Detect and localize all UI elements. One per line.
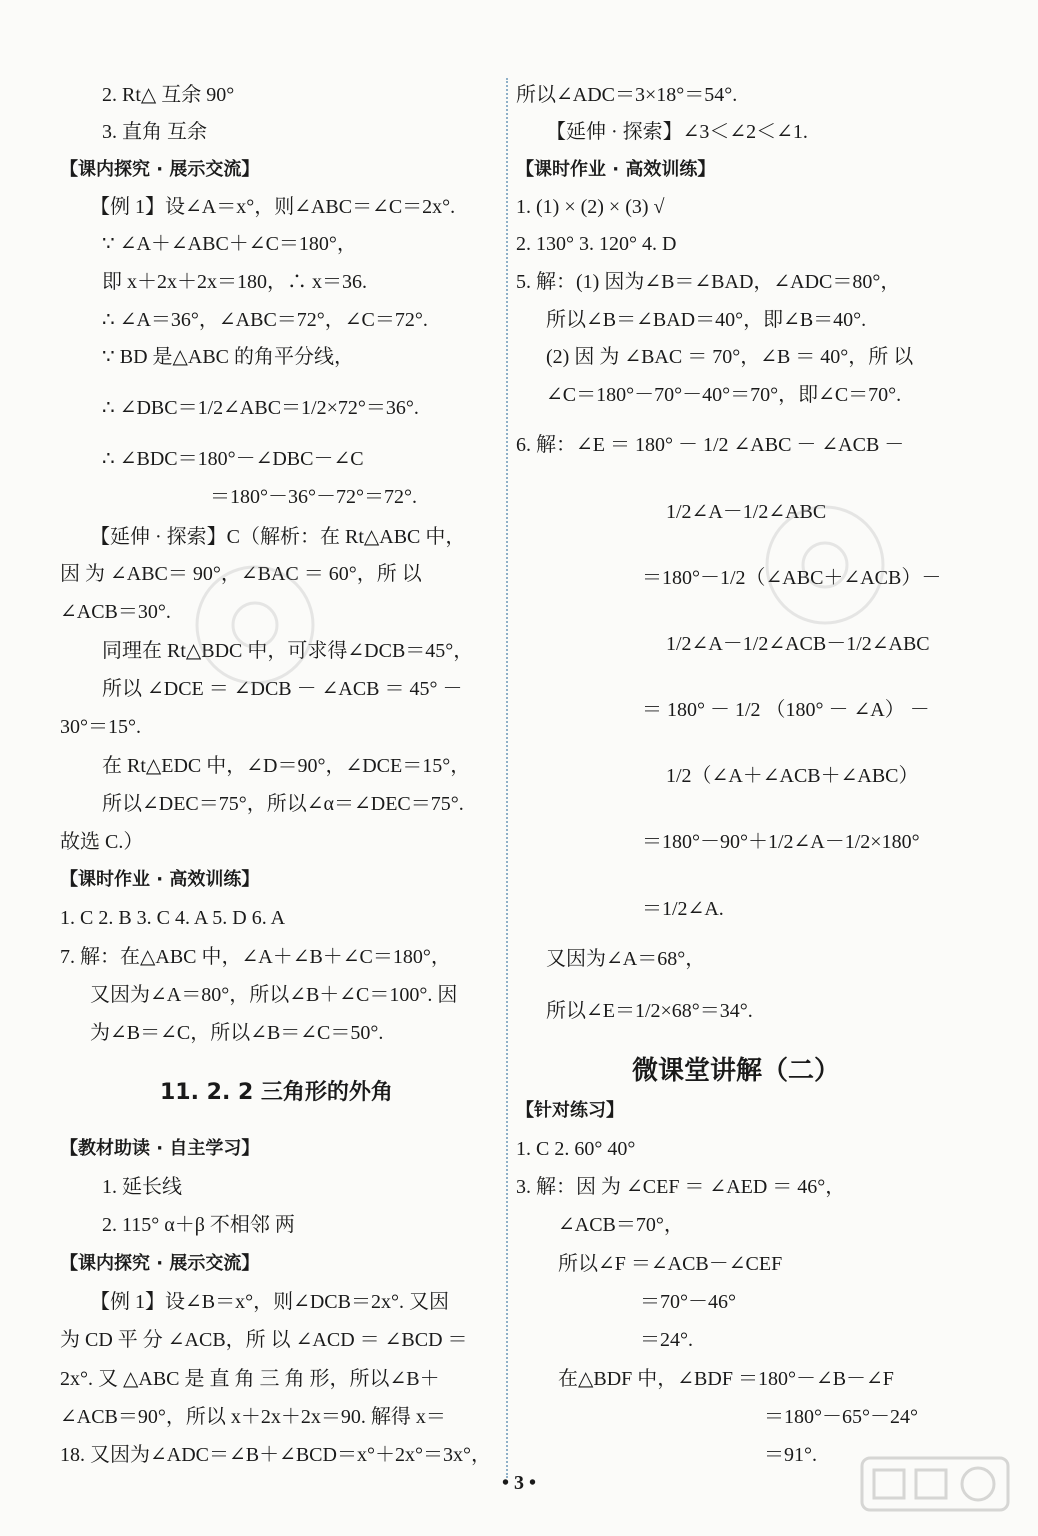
text-line: 故选 C.）: [60, 831, 144, 853]
text-line: ＝1/2∠A.: [642, 898, 724, 920]
text-line: 【例 1】设∠A＝x°，则∠ABC＝∠C＝2x°.: [90, 196, 456, 218]
section-heading: 【课内探究 · 展示交流】: [60, 159, 260, 180]
watermark-logo-icon: [860, 1454, 1010, 1514]
text-line: 3. 直角 互余: [102, 121, 207, 143]
text-line: 同理在 Rt△BDC 中，可求得∠DCB＝45°，: [102, 640, 474, 662]
text-line: 即 x＋2x＋2x＝180，∴ x＝36.: [102, 271, 367, 293]
section-title: 微课堂讲解（二）: [632, 1056, 841, 1086]
text-line: ∠C＝180°－70°－40°＝70°，即∠C＝70°.: [546, 384, 902, 406]
text-line: 2. 130° 3. 120° 4. D: [516, 233, 677, 255]
text-line: ＝24°.: [640, 1329, 693, 1351]
text-line: 1/2（∠A＋∠ACB＋∠ABC）: [666, 765, 919, 787]
text-line: 【延伸 · 探索】∠3＜∠2＜∠1.: [546, 121, 808, 143]
text-line: 1. C 2. B 3. C 4. A 5. D 6. A: [60, 907, 286, 929]
section-heading: 【教材助读 · 自主学习】: [60, 1138, 260, 1159]
text-line: ∴ ∠A＝36°，∠ABC＝72°，∠C＝72°.: [102, 309, 428, 331]
text-line: 1/2∠A－1/2∠ABC: [666, 501, 827, 523]
text-line: ∵ BD 是△ABC 的角平分线，: [102, 346, 355, 368]
column-divider: [506, 78, 508, 1478]
section-heading: 【课时作业 · 高效训练】: [60, 869, 260, 890]
text-line: 又因为∠A＝68°，: [546, 948, 706, 970]
text-line: 所以 ∠DCE ＝ ∠DCB － ∠ACB ＝ 45° －: [102, 678, 463, 700]
text-line: ＝180°－36°－72°＝72°.: [210, 486, 417, 508]
stamp-mark-icon: [190, 560, 320, 690]
text-line: 2x°. 又 △ABC 是 直 角 三 角 形，所以∠B＋: [60, 1368, 440, 1390]
text-line: 5. 解：(1) 因为∠B＝∠BAD，∠ADC＝80°，: [516, 271, 901, 293]
text-line: 3. 解：因 为 ∠CEF ＝ ∠AED ＝ 46°，: [516, 1176, 846, 1198]
text-line: 1. (1) × (2) × (3) √: [516, 196, 665, 218]
text-line: 所以∠ADC＝3×18°＝54°.: [516, 84, 738, 106]
text-line: ∠ACB＝30°.: [60, 601, 171, 623]
text-line: ＝91°.: [764, 1444, 817, 1466]
text-line: 【延伸 · 探索】C（解析：在 Rt△ABC 中，: [90, 526, 466, 548]
text-line: 为 CD 平 分 ∠ACB，所 以 ∠ACD ＝ ∠BCD ＝: [60, 1329, 468, 1351]
text-line: 1/2∠A－1/2∠ACB－1/2∠ABC: [666, 633, 930, 655]
text-line: 18. 又因为∠ADC＝∠B＋∠BCD＝x°＋2x°＝3x°，: [60, 1444, 491, 1466]
text-line: 7. 解：在△ABC 中，∠A＋∠B＋∠C＝180°，: [60, 946, 451, 968]
text-line: 在△BDF 中，∠BDF ＝180°－∠B－∠F: [558, 1368, 894, 1390]
text-line: ＝180°－90°＋1/2∠A－1/2×180°: [642, 831, 920, 853]
text-line: 在 Rt△EDC 中，∠D＝90°，∠DCE＝15°，: [102, 755, 471, 777]
text-line: ＝180°－65°－24°: [764, 1406, 918, 1428]
text-line: 2. Rt△ 互余 90°: [102, 84, 235, 106]
text-line: 为∠B＝∠C，所以∠B＝∠C＝50°.: [90, 1022, 384, 1044]
text-line: ∴ ∠BDC＝180°－∠DBC－∠C: [102, 448, 364, 470]
page-number: • 3 •: [501, 1472, 536, 1494]
text-line: 因 为 ∠ABC＝ 90°，∠BAC ＝ 60°，所 以: [60, 563, 422, 585]
text-line: 又因为∠A＝80°，所以∠B＋∠C＝100°. 因: [90, 984, 458, 1006]
text-line: ＝ 180° － 1/2 （180° － ∠A） －: [642, 699, 930, 721]
text-line: 1. 延长线: [102, 1176, 182, 1198]
text-line: (2) 因 为 ∠BAC ＝ 70°，∠B ＝ 40°，所 以: [546, 346, 914, 368]
text-line: 所以∠DEC＝75°，所以∠α＝∠DEC＝75°.: [102, 793, 464, 815]
text-line: ∠ACB＝90°，所以 x＋2x＋2x＝90. 解得 x＝: [60, 1406, 446, 1428]
text-line: ∠ACB＝70°，: [558, 1214, 684, 1236]
text-line: ＝70°－46°: [640, 1291, 736, 1313]
text-line: ＝180°－1/2（∠ABC＋∠ACB）－: [642, 567, 942, 589]
text-line: ∴ ∠DBC＝1/2∠ABC＝1/2×72°＝36°.: [102, 397, 419, 419]
section-heading: 【课时作业 · 高效训练】: [516, 159, 716, 180]
text-line: 所以∠F ＝∠ACB－∠CEF: [558, 1253, 783, 1275]
text-line: ∵ ∠A＋∠ABC＋∠C＝180°，: [102, 233, 357, 255]
text-line: 30°＝15°.: [60, 716, 141, 738]
text-line: 6. 解：∠E ＝ 180° － 1/2 ∠ABC － ∠ACB －: [516, 434, 905, 456]
text-line: 所以∠E＝1/2×68°＝34°.: [546, 1000, 753, 1022]
section-heading: 【针对练习】: [516, 1100, 624, 1121]
text-line: 所以∠B＝∠BAD＝40°，即∠B＝40°.: [546, 309, 867, 331]
text-line: 1. C 2. 60° 40°: [516, 1138, 636, 1160]
text-line: 2. 115° α＋β 不相邻 两: [102, 1214, 295, 1236]
stamp-mark-icon: [760, 500, 890, 630]
section-title: 11. 2. 2 三角形的外角: [160, 1080, 393, 1105]
text-line: 【例 1】设∠B＝x°，则∠DCB＝2x°. 又因: [90, 1291, 449, 1313]
section-heading: 【课内探究 · 展示交流】: [60, 1253, 260, 1274]
